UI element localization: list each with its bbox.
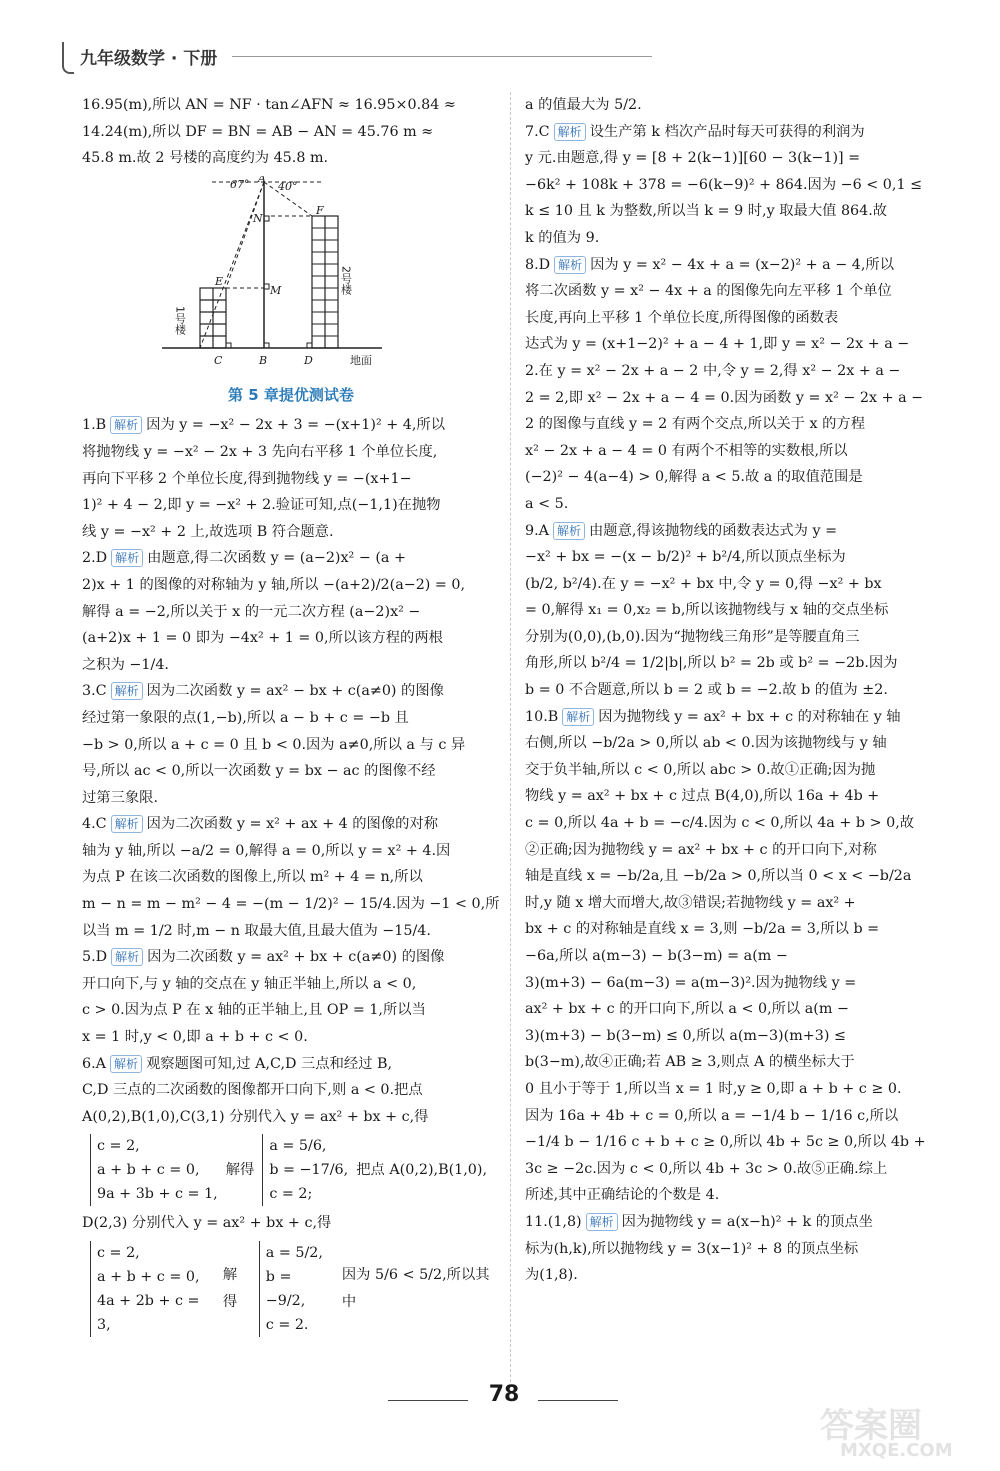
answer-line: C,D 三点的二次函数的图像都开口向下,则 a < 0.把点 [82,1082,423,1099]
analysis-tag: 解析 [562,708,594,726]
analysis-tag: 解析 [553,522,585,540]
equation: a + b + c = 0, [97,1269,200,1285]
column-divider [510,92,511,1382]
answer-line: a < 5. [525,495,569,512]
answer-line: x = 1 时,y < 0,即 a + b + c < 0. [82,1029,308,1046]
analysis-tag: 解析 [554,123,586,141]
building-1-label: 1号楼 [173,305,187,335]
answer-line: 2)x + 1 的图像的对称轴为 y 轴,所以 −(a+2)/2(a−2) = 0, [82,576,466,593]
answer-line: 为点 P 在该二次函数的图像上,所以 m² + 4 = n,所以 [82,869,423,886]
solution: c = 2; [269,1186,313,1203]
answer-line: 所述,其中正确结论的个数是 4. [525,1187,720,1204]
question-1 [82,412,500,545]
answer-line: 号,所以 ac < 0,所以一次函数 y = bx − ac 的图像不经 [82,763,436,780]
answer-line: 线 y = −x² + 2 上,故选项 B 符合题意. [82,523,334,540]
answer-line: 轴是直线 x = −b/2a,且 −b/2a > 0,所以当 0 < x < −b/2a [525,868,912,885]
question-7 [525,119,945,252]
answer-line: 因为 y = x² − 4x + a = (x−2)² + a − 4,所以 [590,256,895,273]
answer-line: k ≤ 10 且 k 为整数,所以当 k = 9 时,y 取最大值 864.故 [525,203,888,220]
question-9 [525,518,945,704]
system-solution [259,1241,334,1337]
page-number: 78 [488,1382,520,1407]
point-m-label: M [270,283,282,297]
equation: a + b + c = 0, [97,1162,200,1179]
angle-40-label: 40° [278,179,298,193]
answer-line: 因为抛物线 y = a(x−h)² + k 的顶点坐 [621,1213,873,1230]
question-number: 10.B [525,708,559,725]
answer-line: 开口向下,与 y 轴的交点在 y 轴正半轴上,所以 a < 0, [82,975,417,992]
equation: c = 2, [97,1245,140,1261]
answer-line: 过第三象限. [82,789,159,806]
answer-line: x² − 2x + a − 4 = 0 有两个不相等的实数根,所以 [525,442,848,459]
answer-line: 为(1,8). [525,1267,578,1284]
intro-line: 16.95(m),所以 AN = NF · tan∠AFN ≈ 16.95×0.84 ≈ [82,97,456,113]
answer-line: 把点 A(0,2),B(1,0), [356,1162,488,1179]
question-number: 9.A [525,522,549,539]
building-2-label: 2号楼 [339,265,353,295]
answer-line: 长度,再向上平移 1 个单位长度,所得图像的函数表 [525,309,839,326]
analysis-tag: 解析 [110,1055,142,1073]
analysis-tag: 解析 [586,1213,618,1231]
answer-line: b = 0 不合题意,所以 b = 2 或 b = −2.故 b 的值为 ±2. [525,682,888,699]
solve-word: 解得 [225,1162,255,1179]
question-11 [525,1209,945,1289]
header-title: 九年级数学 · 下册 [80,49,218,69]
answer-line: 因为 16a + 4b + c = 0,所以 a = −1/4 b − 1/16 c,所以 [525,1107,899,1124]
answer-line: (a+2)x + 1 = 0 即为 −4x² + 1 = 0,所以该方程的两根 [82,630,443,647]
system-equations [90,1134,218,1206]
solution: b = −17/6, [269,1162,349,1179]
answer-line: 轴为 y 轴,所以 −a/2 = 0,解得 a = 0,所以 y = x² + 4.因 [82,842,451,859]
equation-system-2 [82,1241,500,1337]
answer-line: 因为二次函数 y = x² + ax + 4 的图像的对称 [146,816,439,833]
point-n-label: N [253,211,263,225]
answer-line: 右侧,所以 −b/2a > 0,所以 ab < 0.因为该抛物线与 y 轴 [525,735,887,752]
answer-line: 交于负半轴,所以 c < 0,所以 abc > 0.故①正确;因为抛 [525,761,876,778]
question-number: 6.A [82,1055,106,1072]
question-10 [525,704,945,1209]
answer-line: 因为 y = −x² − 2x + 3 = −(x+1)² + 4,所以 [146,417,445,434]
analysis-tag: 解析 [111,815,143,833]
answer-line: 分别为(0,0),(b,0).因为“抛物线三角形”是等腰直角三 [525,628,860,645]
question-number: 7.C [525,123,550,140]
answer-line: 由题意,得该抛物线的函数表达式为 y = [588,522,838,539]
answer-line: −6a,所以 a(m−3) − b(3−m) = a(m − [525,948,788,964]
ground-label: 地面 [350,353,372,367]
answer-line: 经过第一象限的点(1,−b),所以 a − b + c = −b 且 [82,709,409,726]
equation: c = 2, [97,1138,140,1155]
answer-line: 之积为 −1/4. [82,656,169,673]
answer-line: 再向下平移 2 个单位长度,得到抛物线 y = −(x+1− [82,470,412,487]
answer-line: 时,y 随 x 增大而增大,故③错误;若抛物线 y = ax² + [525,894,856,911]
answer-line: 物线 y = ax² + bx + c 过点 B(4,0),所以 16a + 4b + [525,788,880,805]
answer-line: 3)(m+3) − b(3−m) ≤ 0,所以 a(m−3)(m+3) ≤ [525,1027,846,1044]
answer-line: 达式为 y = (x+1−2)² + a − 4 + 1,即 y = x² − 2x + a − [525,336,910,353]
answer-line: 观察题图可知,过 A,C,D 三点和经过 B, [145,1055,393,1072]
intro-line: 45.8 m.故 2 号楼的高度约为 45.8 m. [82,150,329,167]
question-4 [82,811,500,944]
analysis-tag: 解析 [111,682,143,700]
system-equations [90,1241,215,1337]
answer-line: 2 = 2,即 x² − 2x + a − 4 = 0.因为函数 y = x² − 2x + a − [525,389,924,406]
answer-line: 因为二次函数 y = ax² − bx + c(a≠0) 的图像 [146,683,444,700]
answer-line: 解得 a = −2,所以关于 x 的一元二次方程 (a−2)x² − [82,603,421,620]
question-number: 1.B [82,417,107,434]
point-d-label: D [304,353,313,367]
answer-line: 3)(m+3) − 6a(m−3) = a(m−3)².因为抛物线 y = [525,974,857,991]
equation: 4a + 2b + c = 3, [97,1293,200,1333]
answer-line: 以当 m = 1/2 时,m − n 取最大值,且最大值为 −15/4. [82,922,431,939]
answer-line: 2 的图像与直线 y = 2 有两个交点,所以关于 x 的方程 [525,416,866,433]
watermark-logo: 答案圈 [820,1406,922,1446]
answer-line: 将二次函数 y = x² − 4x + a 的图像先向左平移 1 个单位 [525,283,892,300]
watermark-url: MXQE.COM [840,1440,953,1461]
answer-line: 因为抛物线 y = ax² + bx + c 的对称轴在 y 轴 [598,708,901,725]
question-number: 8.D [525,256,551,273]
solution: c = 2. [265,1317,309,1333]
answer-line: ax² + bx + c 的开口向下,所以 a < 0,所以 a(m − [525,1001,849,1018]
answer-line: 3c ≥ −2c.因为 c < 0,所以 4b + 3c > 0.故⑤正确.综上 [525,1160,888,1177]
answer-line: b(3−m),故④正确;若 AB ≥ 3,则点 A 的横坐标大于 [525,1054,855,1071]
question-6 [82,1051,500,1337]
buildings-figure [82,176,500,376]
system-solution [262,1134,348,1206]
buildings-diagram [82,176,500,376]
answer-line: bx + c 的对称轴是直线 x = 3,则 −b/2a = 3,所以 b = [525,921,880,938]
answer-line: (b/2, b²/4).在 y = −x² + bx 中,令 y = 0,得 −x² + bx [525,575,882,592]
question-number: 11.(1,8) [525,1213,582,1230]
intro-block [82,92,500,172]
answer-line: y 元.由题意,得 y = [8 + 2(k−1)][60 − 3(k−1)] = [525,150,861,167]
page-header [62,38,662,78]
analysis-tag: 解析 [111,948,143,966]
answer-line: c > 0.因为点 P 在 x 轴的正半轴上,且 OP = 1,所以当 [82,1002,426,1019]
right-column [525,92,945,1289]
footer-rule-right [538,1400,618,1401]
answer-line: 2.在 y = x² − 2x + a − 2 中,令 y = 2,得 x² − 2x + a − [525,362,901,379]
answer-line: A(0,2),B(1,0),C(3,1) 分别代入 y = ax² + bx + c,得 [82,1108,429,1125]
answer-line: 由题意,得二次函数 y = (a−2)x² − (a + [147,550,406,567]
solution: a = 5/6, [269,1138,327,1155]
point-c-label: C [214,353,223,367]
answer-line: = 0,解得 x₁ = 0,x₂ = b,所以该抛物线与 x 轴的交点坐标 [525,602,889,619]
analysis-tag: 解析 [554,256,586,274]
question-3 [82,678,500,811]
footer-rule-left [388,1400,468,1401]
section-title: 第 5 章提优测试卷 [228,385,354,404]
question-number: 5.D [82,949,108,966]
solve-word: 解得 [222,1267,238,1310]
answer-line: (−2)² − 4(a−4) > 0,解得 a < 5.故 a 的取值范围是 [525,469,863,486]
intro-line: 14.24(m),所以 DF = BN = AB − AN = 45.76 m ≈ [82,123,434,140]
answer-line: ②正确;因为抛物线 y = ax² + bx + c 的开口向下,对称 [525,841,877,858]
question-number: 4.C [82,816,107,833]
answer-line: −1/4 b − 1/16 c + b + c ≥ 0,所以 4b + 5c ≥ 0,所以 4b + [525,1134,926,1151]
header-rule [232,56,652,57]
header-bracket [62,42,74,74]
answer-line: 0 且小于等于 1,所以当 x = 1 时,y ≥ 0,即 a + b + c ≥ 0. [525,1080,902,1097]
question-5 [82,944,500,1050]
point-e-label: E [215,274,224,288]
question-8 [525,252,945,518]
point-b-label: B [259,353,268,367]
question-number: 3.C [82,683,107,700]
equation-system-1 [82,1134,500,1206]
answer-line: k 的值为 9. [525,229,600,246]
analysis-tag: 解析 [111,549,143,567]
answer-line: 角形,所以 b²/4 = 1/2|b|,所以 b² = 2b 或 b² = −2b.因为 [525,655,898,672]
answer-line: 因为 5/6 < 5/2,所以其中 [341,1267,490,1310]
left-column [82,92,500,1341]
angle-67-label: 67° [230,177,250,191]
solution: a = 5/2, [265,1245,323,1261]
analysis-tag: 解析 [110,416,142,434]
answer-line: −6k² + 108k + 378 = −6(k−9)² + 864.因为 −6 < 0,1 ≤ [525,176,923,193]
answer-line: 设生产第 k 档次产品时每天可获得的利润为 [589,123,865,140]
point-a-label: A [258,175,266,185]
answer-line: c = 0,所以 4a + b = −c/4.因为 c < 0,所以 4a + b > 0,故 [525,815,915,832]
answer-line: a 的值最大为 5/2. [525,97,642,113]
answer-line: D(2,3) 分别代入 y = ax² + bx + c,得 [82,1215,332,1232]
equation: 9a + 3b + c = 1, [97,1186,218,1203]
question-number: 2.D [82,550,108,567]
answer-line: 标为(h,k),所以抛物线 y = 3(x−1)² + 8 的顶点坐标 [525,1240,859,1257]
question-2 [82,545,500,678]
answer-line: −x² + bx = −(x − b/2)² + b²/4,所以顶点坐标为 [525,549,846,566]
answer-line: m − n = m − m² − 4 = −(m − 1/2)² − 15/4.因为 −1 < 0,所 [82,896,500,913]
answer-line: −b > 0,所以 a + c = 0 且 b < 0.因为 a≠0,所以 a 与 c 异 [82,736,466,753]
answer-line: 因为二次函数 y = ax² + bx + c(a≠0) 的图像 [147,949,445,966]
answer-line: 1)² + 4 − 2,即 y = −x² + 2.验证可知,点(−1,1)在抛物 [82,497,441,514]
solution: b = −9/2, [265,1269,306,1309]
answer-line: 将抛物线 y = −x² − 2x + 3 先向右平移 1 个单位长度, [82,443,438,460]
point-f-label: F [316,203,324,217]
